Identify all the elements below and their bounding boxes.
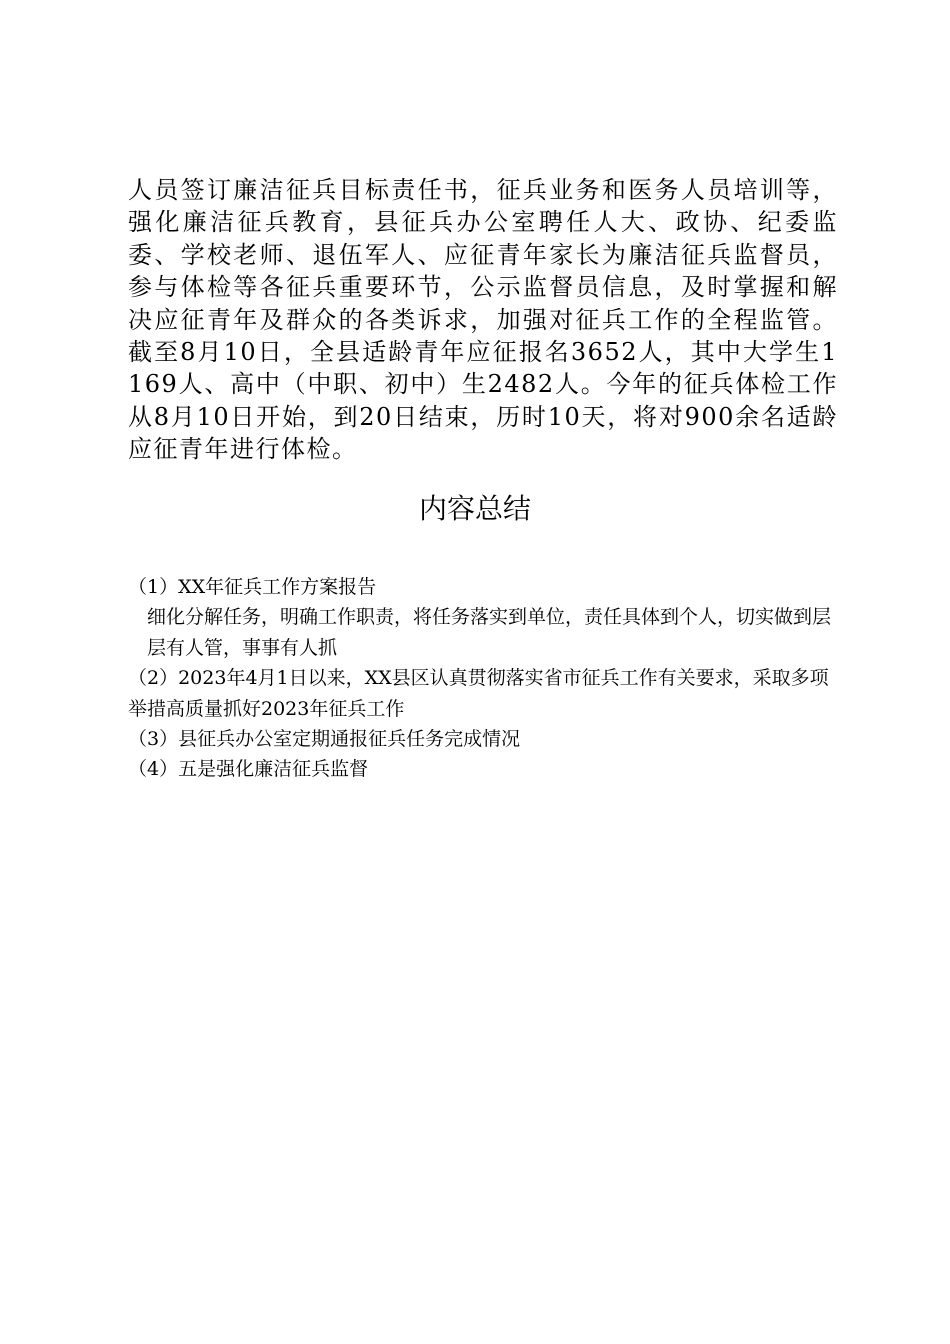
summary-item-1-detail: 细化分解任务，明确工作职责，将任务落实到单位，责任具体到个人，切实做到层层有人管，事事有人抓 (147, 606, 832, 659)
body-paragraph: 人员签订廉洁征兵目标责任书，征兵业务和医务人员培训等，强化廉洁征兵教育，县征兵办公室聘任人大、政协、纪委监委、学校老师、退伍军人、应征青年家长为廉洁征兵监督员，参与体检等各征兵重要环节，公示监督员信息，及时掌握和解决应征青年及群众的各类诉求，加强对征兵工作的全程监管。截至8月10日，全县适龄青年应征报名3652人，其中大学生1169人、高中（中职、初中）生2482人。今年的征兵体检工作从8月10日开始，到20日结束，历时10天，将对900余名适龄应征青年进行体检。 (128, 176, 838, 464)
section-title: 内容总结 (418, 492, 531, 525)
summary-item-1: （1）XX年征兵工作方案报告 (128, 576, 377, 598)
summary-item-2: （2）2023年4月1日以来，XX县区认真贯彻落实省市征兵工作有关要求，采取多项举措高质量抓好2023年征兵工作 (128, 667, 829, 720)
summary-list (128, 572, 838, 785)
summary-item-4: （4）五是强化廉洁征兵监督 (128, 758, 369, 781)
summary-item-3: （3）县征兵办公室定期通报征兵任务完成情况 (128, 728, 521, 751)
